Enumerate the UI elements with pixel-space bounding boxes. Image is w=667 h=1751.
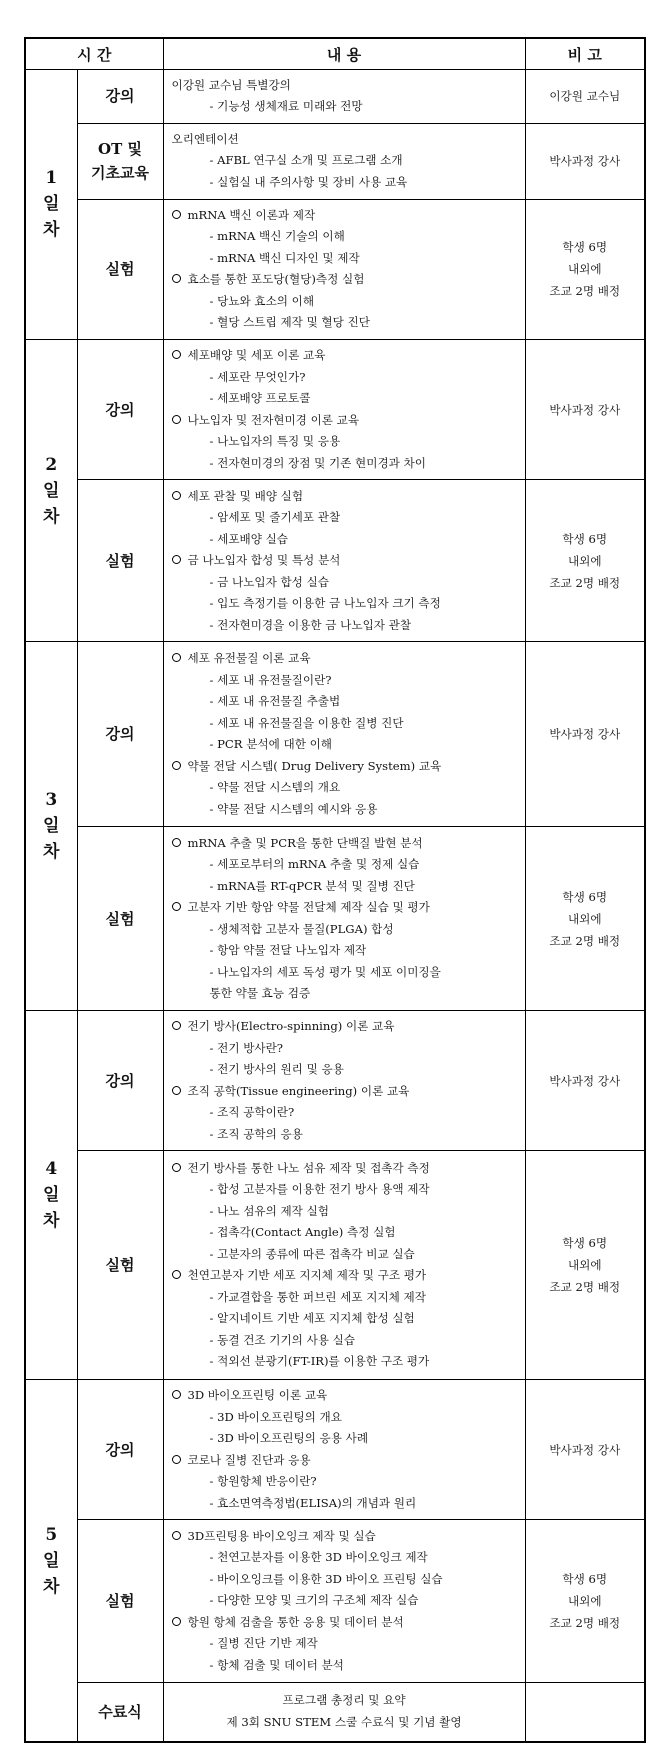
- content-text: - 세포 내 유전물질을 이용한 질병 진단: [209, 715, 404, 730]
- content-text: 조직 공학(Tissue engineering) 이론 교육: [187, 1083, 410, 1098]
- content-line: [170, 367, 519, 389]
- note-text: 이강원 교수님: [549, 89, 621, 104]
- content-text: - 세포로부터의 mRNA 추출 및 정제 실습: [209, 857, 420, 872]
- content-line: [170, 1690, 519, 1712]
- topic-line: [170, 1158, 519, 1180]
- topic-line: [170, 345, 519, 367]
- content-text: - 조직 공학의 응용: [209, 1126, 303, 1141]
- day-label-char: 일: [43, 1185, 60, 1206]
- content-text: 코로나 질병 진단과 응용: [187, 1452, 311, 1467]
- day-label-char: 3: [45, 790, 58, 811]
- content-text: - 세포배양 프로토콜: [209, 391, 311, 406]
- day-label-char: 일: [43, 480, 60, 501]
- content-text: 통한 약물 효능 검증: [209, 986, 311, 1001]
- content-text: 금 나노입자 합성 및 특성 분석: [187, 553, 341, 567]
- day-label: [25, 1011, 77, 1380]
- circle-bullet-icon: [172, 1086, 181, 1095]
- note-cell: [525, 826, 645, 1010]
- content-text: - 세포 내 유전물질이란?: [209, 672, 332, 687]
- content-line: [170, 388, 519, 410]
- content-text: - 전기 방사의 원리 및 응용: [209, 1062, 344, 1077]
- content-text: - 다양한 모양 및 크기의 구조체 제작 실습: [209, 1593, 419, 1608]
- content-text: 전기 방사(Electro-spinning) 이론 교육: [187, 1019, 395, 1034]
- content-line: [170, 226, 519, 248]
- day-label-char: 5: [45, 1524, 58, 1545]
- content-text: - 세포배양 실습: [209, 531, 289, 546]
- note-text: 학생 6명: [562, 531, 608, 546]
- category-label: 강의: [105, 1071, 135, 1090]
- note-cell: [525, 1380, 645, 1520]
- category-label: 강의: [105, 87, 135, 106]
- category-label: 강의: [105, 725, 135, 744]
- content-text: - 알지네이트 기반 세포 지지체 합성 실험: [209, 1311, 415, 1326]
- note-text: 박사과정 강사: [549, 727, 621, 742]
- content-cell: [163, 1151, 525, 1380]
- note-text: 박사과정 강사: [549, 1073, 621, 1088]
- category-cell: [77, 642, 163, 826]
- content-text: 세포 유전물질 이론 교육: [187, 651, 311, 666]
- content-line: [170, 1351, 519, 1373]
- schedule-row: [25, 1151, 645, 1380]
- note-cell: [525, 1151, 645, 1380]
- content-text: 3D 바이오프린팅 이론 교육: [187, 1388, 328, 1403]
- day-label-char: 일: [43, 816, 60, 837]
- content-text: 고분자 기반 항암 약물 전달체 제작 실습 및 평가: [187, 900, 430, 915]
- content-line: [170, 615, 519, 637]
- content-line: [170, 431, 519, 453]
- content-text: 항원 항체 검출을 통한 응용 및 데이터 분석: [187, 1614, 404, 1629]
- content-line: [170, 1633, 519, 1655]
- circle-bullet-icon: [172, 1455, 181, 1464]
- content-text: 천연고분자 기반 세포 지지체 제작 및 구조 평가: [187, 1268, 427, 1283]
- schedule-row: [25, 199, 645, 339]
- schedule-row: [25, 480, 645, 642]
- content-text: - 나노입자의 특징 및 응용: [209, 434, 341, 449]
- content-text: - 바이오잉크를 이용한 3D 바이오 프린팅 실습: [209, 1571, 443, 1586]
- content-line: [170, 572, 519, 594]
- content-text: - 항체 검출 및 데이터 분석: [209, 1657, 344, 1672]
- day-label-char: 1: [45, 168, 58, 189]
- content-line: [170, 691, 519, 713]
- content-line: [170, 507, 519, 529]
- content-text: 프로그램 총정리 및 요약: [282, 1693, 406, 1708]
- circle-bullet-icon: [172, 761, 181, 770]
- note-cell: [525, 199, 645, 339]
- content-text: - 항원항체 반응이란?: [209, 1474, 317, 1489]
- schedule-row: [25, 70, 645, 124]
- category-label: OT 및: [98, 140, 142, 159]
- topic-line: [170, 486, 519, 508]
- day-label-char: 일: [43, 194, 60, 215]
- category-label: 실험: [105, 1256, 135, 1275]
- topic-line: [170, 205, 519, 227]
- content-text: 전기 방사를 통한 나노 섬유 제작 및 접촉각 측정: [187, 1160, 430, 1175]
- schedule-row: [25, 123, 645, 199]
- circle-bullet-icon: [172, 491, 181, 500]
- content-text: - mRNA를 RT-qPCR 분석 및 질병 진단: [209, 878, 415, 893]
- content-line: [170, 1547, 519, 1569]
- content-line: [170, 150, 519, 172]
- circle-bullet-icon: [172, 1021, 181, 1030]
- content-line: [170, 713, 519, 735]
- content-line: [170, 670, 519, 692]
- category-cell: [77, 1682, 163, 1742]
- content-text: - mRNA 백신 디자인 및 제작: [209, 250, 360, 265]
- content-line: [170, 1308, 519, 1330]
- content-text: 효소를 통한 포도당(혈당)측정 실험: [187, 272, 365, 287]
- note-cell: [525, 123, 645, 199]
- schedule-row: [25, 642, 645, 826]
- note-text: 내외에: [567, 553, 602, 568]
- circle-bullet-icon: [172, 415, 181, 424]
- content-line: [170, 291, 519, 313]
- content-line: [170, 876, 519, 898]
- category-cell: [77, 70, 163, 124]
- category-label: 강의: [105, 400, 135, 419]
- circle-bullet-icon: [172, 1390, 181, 1399]
- content-line: [170, 919, 519, 941]
- category-cell: [77, 1151, 163, 1380]
- header-content: 내 용: [163, 38, 525, 70]
- content-line: [170, 1038, 519, 1060]
- content-text: - 3D 바이오프린팅의 응용 사례: [209, 1431, 369, 1446]
- schedule-row: [25, 1520, 645, 1682]
- topic-line: [170, 1081, 519, 1103]
- content-text: - 세포 내 유전물질 추출법: [209, 694, 341, 709]
- circle-bullet-icon: [172, 653, 181, 662]
- category-cell: [77, 1380, 163, 1520]
- content-text: - 입도 측정기를 이용한 금 나노입자 크기 측정: [209, 596, 441, 610]
- circle-bullet-icon: [172, 350, 181, 359]
- day-label-char: 차: [43, 1211, 60, 1232]
- day-label-char: 차: [43, 1576, 60, 1597]
- content-text: - 합성 고분자를 이용한 전기 방사 용액 제작: [209, 1182, 430, 1197]
- schedule-row: [25, 1682, 645, 1742]
- note-text: 내외에: [567, 1594, 602, 1608]
- content-text: 나노입자 및 전자현미경 이론 교육: [187, 412, 360, 427]
- category-cell: [77, 1520, 163, 1682]
- content-text: - mRNA 백신 기술의 이해: [209, 229, 345, 244]
- schedule-row: [25, 1011, 645, 1151]
- schedule-row: [25, 339, 645, 479]
- content-line: [170, 1059, 519, 1081]
- topic-line: [170, 897, 519, 919]
- content-text: mRNA 백신 이론과 제작: [187, 207, 316, 222]
- note-text: 학생 6명: [562, 240, 608, 255]
- circle-bullet-icon: [172, 555, 181, 564]
- note-cell: [525, 1011, 645, 1151]
- content-text: - 나노 섬유의 제작 실험: [209, 1203, 329, 1218]
- note-cell: [525, 70, 645, 124]
- content-text: 세포 관찰 및 배양 실험: [187, 488, 304, 503]
- category-label: 강의: [105, 1440, 135, 1459]
- content-line: [170, 96, 519, 118]
- category-label: 수료식: [98, 1702, 142, 1721]
- content-cell: [163, 1380, 525, 1520]
- content-text: 이강원 교수님 특별강의: [171, 77, 291, 92]
- content-text: - 3D 바이오프린팅의 개요: [209, 1409, 342, 1424]
- note-text: 학생 6명: [562, 1236, 608, 1251]
- topic-line: [170, 269, 519, 291]
- note-cell: [525, 339, 645, 479]
- note-text: 박사과정 강사: [549, 154, 621, 169]
- note-text: 학생 6명: [562, 1572, 608, 1586]
- content-text: - 금 나노입자 합성 실습: [209, 574, 329, 589]
- content-line: [170, 854, 519, 876]
- schedule-body: [25, 70, 645, 1743]
- circle-bullet-icon: [172, 210, 181, 219]
- topic-line: [170, 648, 519, 670]
- header-time: 시 간: [25, 38, 163, 70]
- content-line: [170, 1102, 519, 1124]
- content-cell: [163, 339, 525, 479]
- category-cell: [77, 123, 163, 199]
- content-line: [170, 593, 519, 615]
- content-text: - 천연고분자를 이용한 3D 바이오잉크 제작: [209, 1550, 428, 1565]
- content-cell: [163, 826, 525, 1010]
- content-text: - 동결 건조 기기의 사용 실습: [209, 1332, 356, 1347]
- day-label: [25, 1380, 77, 1742]
- content-line: [170, 940, 519, 962]
- content-cell: [163, 199, 525, 339]
- topic-line: [170, 756, 519, 778]
- day-label-char: 차: [43, 220, 60, 241]
- circle-bullet-icon: [172, 1531, 181, 1540]
- content-text: - 효소면역측정법(ELISA)의 개념과 원리: [209, 1495, 417, 1510]
- content-line: [170, 1330, 519, 1352]
- note-cell: [525, 1520, 645, 1682]
- content-text: - 전자현미경의 장점 및 기존 현미경과 차이: [209, 455, 426, 470]
- content-text: - 전자현미경을 이용한 금 나노입자 관찰: [209, 617, 412, 632]
- topic-line: [170, 833, 519, 855]
- day-label: [25, 642, 77, 1011]
- note-text: 박사과정 강사: [549, 1442, 621, 1457]
- content-text: - 질병 진단 기반 제작: [209, 1636, 318, 1651]
- topic-line: [170, 1612, 519, 1634]
- content-line: [170, 129, 519, 151]
- note-text: 조교 2명 배정: [549, 575, 621, 590]
- topic-line: [170, 550, 519, 572]
- note-text: 조교 2명 배정: [549, 284, 621, 299]
- content-line: [170, 1569, 519, 1591]
- content-text: - 혈당 스트립 제작 및 혈당 진단: [209, 315, 370, 330]
- category-label: 실험: [105, 909, 135, 928]
- content-text: - 실험실 내 주의사항 및 장비 사용 교육: [209, 174, 408, 189]
- schedule-row: [25, 826, 645, 1010]
- content-text: - 약물 전달 시스템의 예시와 응용: [209, 801, 378, 816]
- content-line: [170, 248, 519, 270]
- topic-line: [170, 1016, 519, 1038]
- content-line: [170, 529, 519, 551]
- content-line: [170, 1201, 519, 1223]
- day-label-char: 2: [45, 454, 58, 475]
- content-text: - 고분자의 종류에 따른 접촉각 비교 실습: [209, 1246, 415, 1261]
- day-label-char: 일: [43, 1550, 60, 1571]
- topic-line: [170, 410, 519, 432]
- category-cell: [77, 826, 163, 1010]
- note-text: 내외에: [567, 262, 602, 277]
- note-cell: [525, 642, 645, 826]
- content-text: - 가교결합을 통한 퍼브린 세포 지지체 제작: [209, 1289, 426, 1304]
- content-line: [170, 1590, 519, 1612]
- topic-line: [170, 1385, 519, 1407]
- category-label: 실험: [105, 1592, 135, 1610]
- content-line: [170, 1222, 519, 1244]
- note-text: 학생 6명: [562, 889, 608, 904]
- content-cell: [163, 1682, 525, 1742]
- content-text: - 나노입자의 세포 독성 평가 및 세포 이미징을: [209, 964, 441, 979]
- note-cell: [525, 1682, 645, 1742]
- content-text: - 당뇨와 효소의 이해: [209, 293, 315, 308]
- content-text: - 적외선 분광기(FT-IR)를 이용한 구조 평가: [209, 1354, 430, 1369]
- content-line: [170, 75, 519, 97]
- content-line: [170, 962, 519, 984]
- category-cell: [77, 199, 163, 339]
- content-line: [170, 777, 519, 799]
- day-label: [25, 70, 77, 340]
- content-text: - PCR 분석에 대한 이해: [209, 737, 332, 752]
- topic-line: [170, 1265, 519, 1287]
- content-cell: [163, 1011, 525, 1151]
- content-line: [170, 312, 519, 334]
- content-line: [170, 1124, 519, 1146]
- schedule-table: [24, 37, 646, 1743]
- content-line: [170, 734, 519, 756]
- content-text: - 항암 약물 전달 나노입자 제작: [209, 943, 367, 958]
- content-text: 제 3회 SNU STEM 스쿨 수료식 및 기념 촬영: [226, 1714, 462, 1729]
- note-cell: [525, 480, 645, 642]
- content-line: [170, 1428, 519, 1450]
- content-text: - 약물 전달 시스템의 개요: [209, 780, 341, 795]
- content-line: [170, 1287, 519, 1309]
- circle-bullet-icon: [172, 1617, 181, 1626]
- content-line: [170, 1407, 519, 1429]
- day-label-char: 차: [43, 506, 60, 527]
- note-text: 조교 2명 배정: [549, 1280, 621, 1295]
- day-label-char: 4: [45, 1159, 58, 1180]
- topic-line: [170, 1450, 519, 1472]
- circle-bullet-icon: [172, 1163, 181, 1172]
- content-line: [170, 1179, 519, 1201]
- content-text: mRNA 추출 및 PCR을 통한 단백질 발현 분석: [187, 835, 423, 850]
- note-text: 박사과정 강사: [549, 402, 621, 417]
- day-label: [25, 339, 77, 641]
- category-label: 기초교육: [91, 164, 149, 183]
- circle-bullet-icon: [172, 838, 181, 847]
- content-text: - 생체적합 고분자 물질(PLGA) 합성: [209, 921, 394, 936]
- note-text: 내외에: [567, 911, 602, 926]
- content-line: [170, 1712, 519, 1734]
- content-line: [170, 453, 519, 475]
- content-line: [170, 799, 519, 821]
- content-text: 3D프린팅용 바이오잉크 제작 및 실습: [187, 1528, 376, 1543]
- schedule-row: [25, 1380, 645, 1520]
- content-text: - 세포란 무엇인가?: [209, 369, 306, 384]
- content-line: [170, 983, 519, 1005]
- category-label: 실험: [105, 260, 135, 279]
- category-cell: [77, 339, 163, 479]
- content-line: [170, 1471, 519, 1493]
- content-text: 약물 전달 시스템( Drug Delivery System) 교육: [187, 758, 442, 773]
- category-cell: [77, 1011, 163, 1151]
- content-text: - 조직 공학이란?: [209, 1105, 295, 1120]
- content-line: [170, 1244, 519, 1266]
- content-cell: [163, 642, 525, 826]
- category-cell: [77, 480, 163, 642]
- content-line: [170, 1493, 519, 1515]
- topic-line: [170, 1526, 519, 1548]
- content-text: - 암세포 및 줄기세포 관찰: [209, 510, 341, 524]
- content-cell: [163, 1520, 525, 1682]
- content-text: - 기능성 생체재료 미래와 전망: [209, 99, 363, 114]
- content-line: [170, 1655, 519, 1677]
- category-label: 실험: [105, 551, 135, 570]
- note-text: 조교 2명 배정: [549, 1616, 621, 1630]
- header-row: [25, 38, 645, 70]
- circle-bullet-icon: [172, 1270, 181, 1279]
- note-text: 조교 2명 배정: [549, 933, 621, 948]
- circle-bullet-icon: [172, 274, 181, 283]
- content-text: 세포배양 및 세포 이론 교육: [187, 348, 326, 363]
- content-text: - 접촉각(Contact Angle) 측정 실험: [209, 1225, 396, 1240]
- header-note: 비 고: [525, 38, 645, 70]
- content-cell: [163, 480, 525, 642]
- note-text: 내외에: [567, 1258, 602, 1273]
- content-line: [170, 172, 519, 194]
- content-cell: [163, 70, 525, 124]
- content-text: 오리엔테이션: [171, 131, 239, 146]
- day-label-char: 차: [43, 842, 60, 863]
- content-cell: [163, 123, 525, 199]
- content-text: - AFBL 연구실 소개 및 프로그램 소개: [209, 153, 403, 168]
- circle-bullet-icon: [172, 902, 181, 911]
- content-text: - 전기 방사란?: [209, 1040, 284, 1055]
